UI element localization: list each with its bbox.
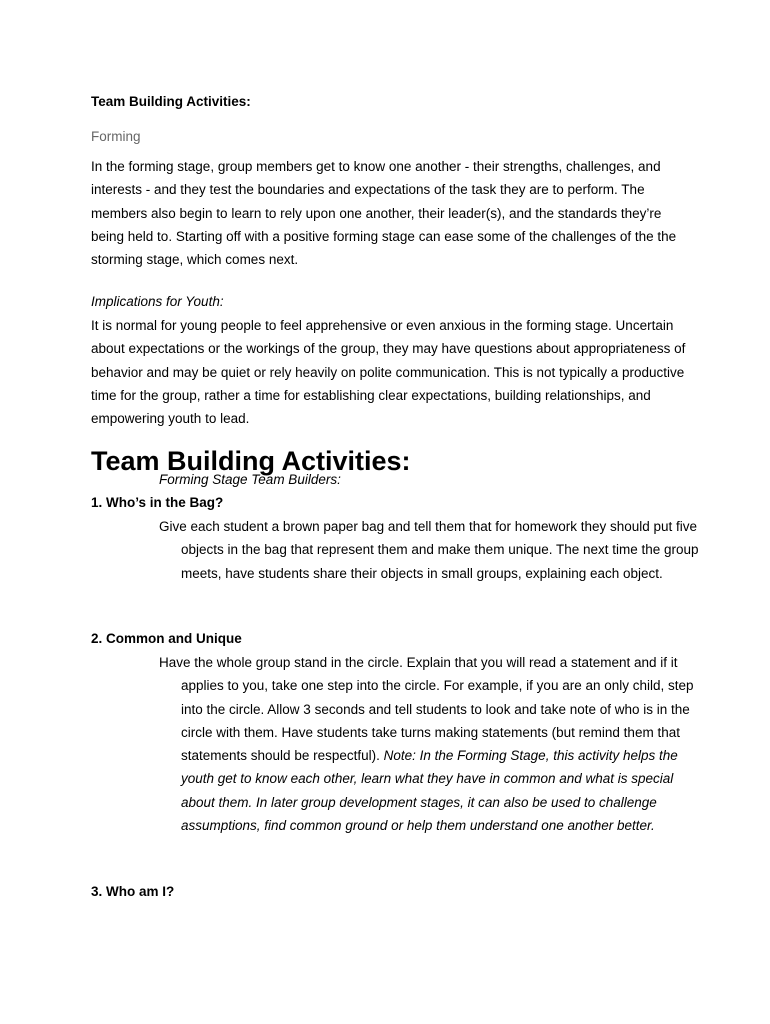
subheading-forming: Forming	[91, 129, 141, 144]
activity-description-2	[159, 651, 706, 837]
implications-title: Implications for Youth:	[91, 294, 224, 309]
paragraph-implications: It is normal for young people to feel apprehensive or even anxious in the forming stage. Uncertain about expectations or the workings of the group, they may have questions about appropriateness of behavior and may be quiet or rely heavily on polite communication. This is not typically a productive time for the group, rather a time for establishing clear expectations, building relationships, and empowering youth to lead.	[91, 318, 686, 427]
activity-description-text-2: Have the whole group stand in the circle. Explain that you will read a statement and if it applies to you, take one step into the circle. For example, if you are an only child, step into the circle. Allow 3 seconds and tell students to look and take note of who is in the circle with them. Have students take turns making statements (but remind them that statements should be respectful).	[159, 655, 694, 764]
activity-note-2: Note: In the Forming Stage, this activity helps the youth get to know each other, learn what they have in common and what is special about them. In later group development stages, it can also be used to challenge assumptions, find common ground or help them understand one another better.	[181, 748, 678, 834]
paragraph-forming-stage: In the forming stage, group members get to know one another - their strengths, challenges, and interests - and they test the boundaries and expectations of the task they are to perform. The members also begin to learn to rely upon one another, their leader(s), and the standards they’re being held to. Starting off with a positive forming stage can ease some of the challenges of the the storming stage, which comes next.	[91, 159, 677, 268]
heading-team-building: Team Building Activities:	[91, 94, 251, 109]
activity-description-text-1: Give each student a brown paper bag and tell them that for homework they should put five objects in the bag that represent them and make them unique. The next time the group meets, have students share their objects in small groups, explaining each object.	[159, 519, 699, 581]
heading-team-building-2: Team Building Activities:	[91, 446, 411, 476]
subtitle-forming-builders: Forming Stage Team Builders:	[159, 472, 341, 487]
activity-title-2: 2. Common and Unique	[91, 631, 242, 646]
activity-title-3: 3. Who am I?	[91, 884, 175, 899]
activity-description-1	[159, 515, 706, 585]
activity-title-1: 1. Who’s in the Bag?	[91, 495, 224, 510]
